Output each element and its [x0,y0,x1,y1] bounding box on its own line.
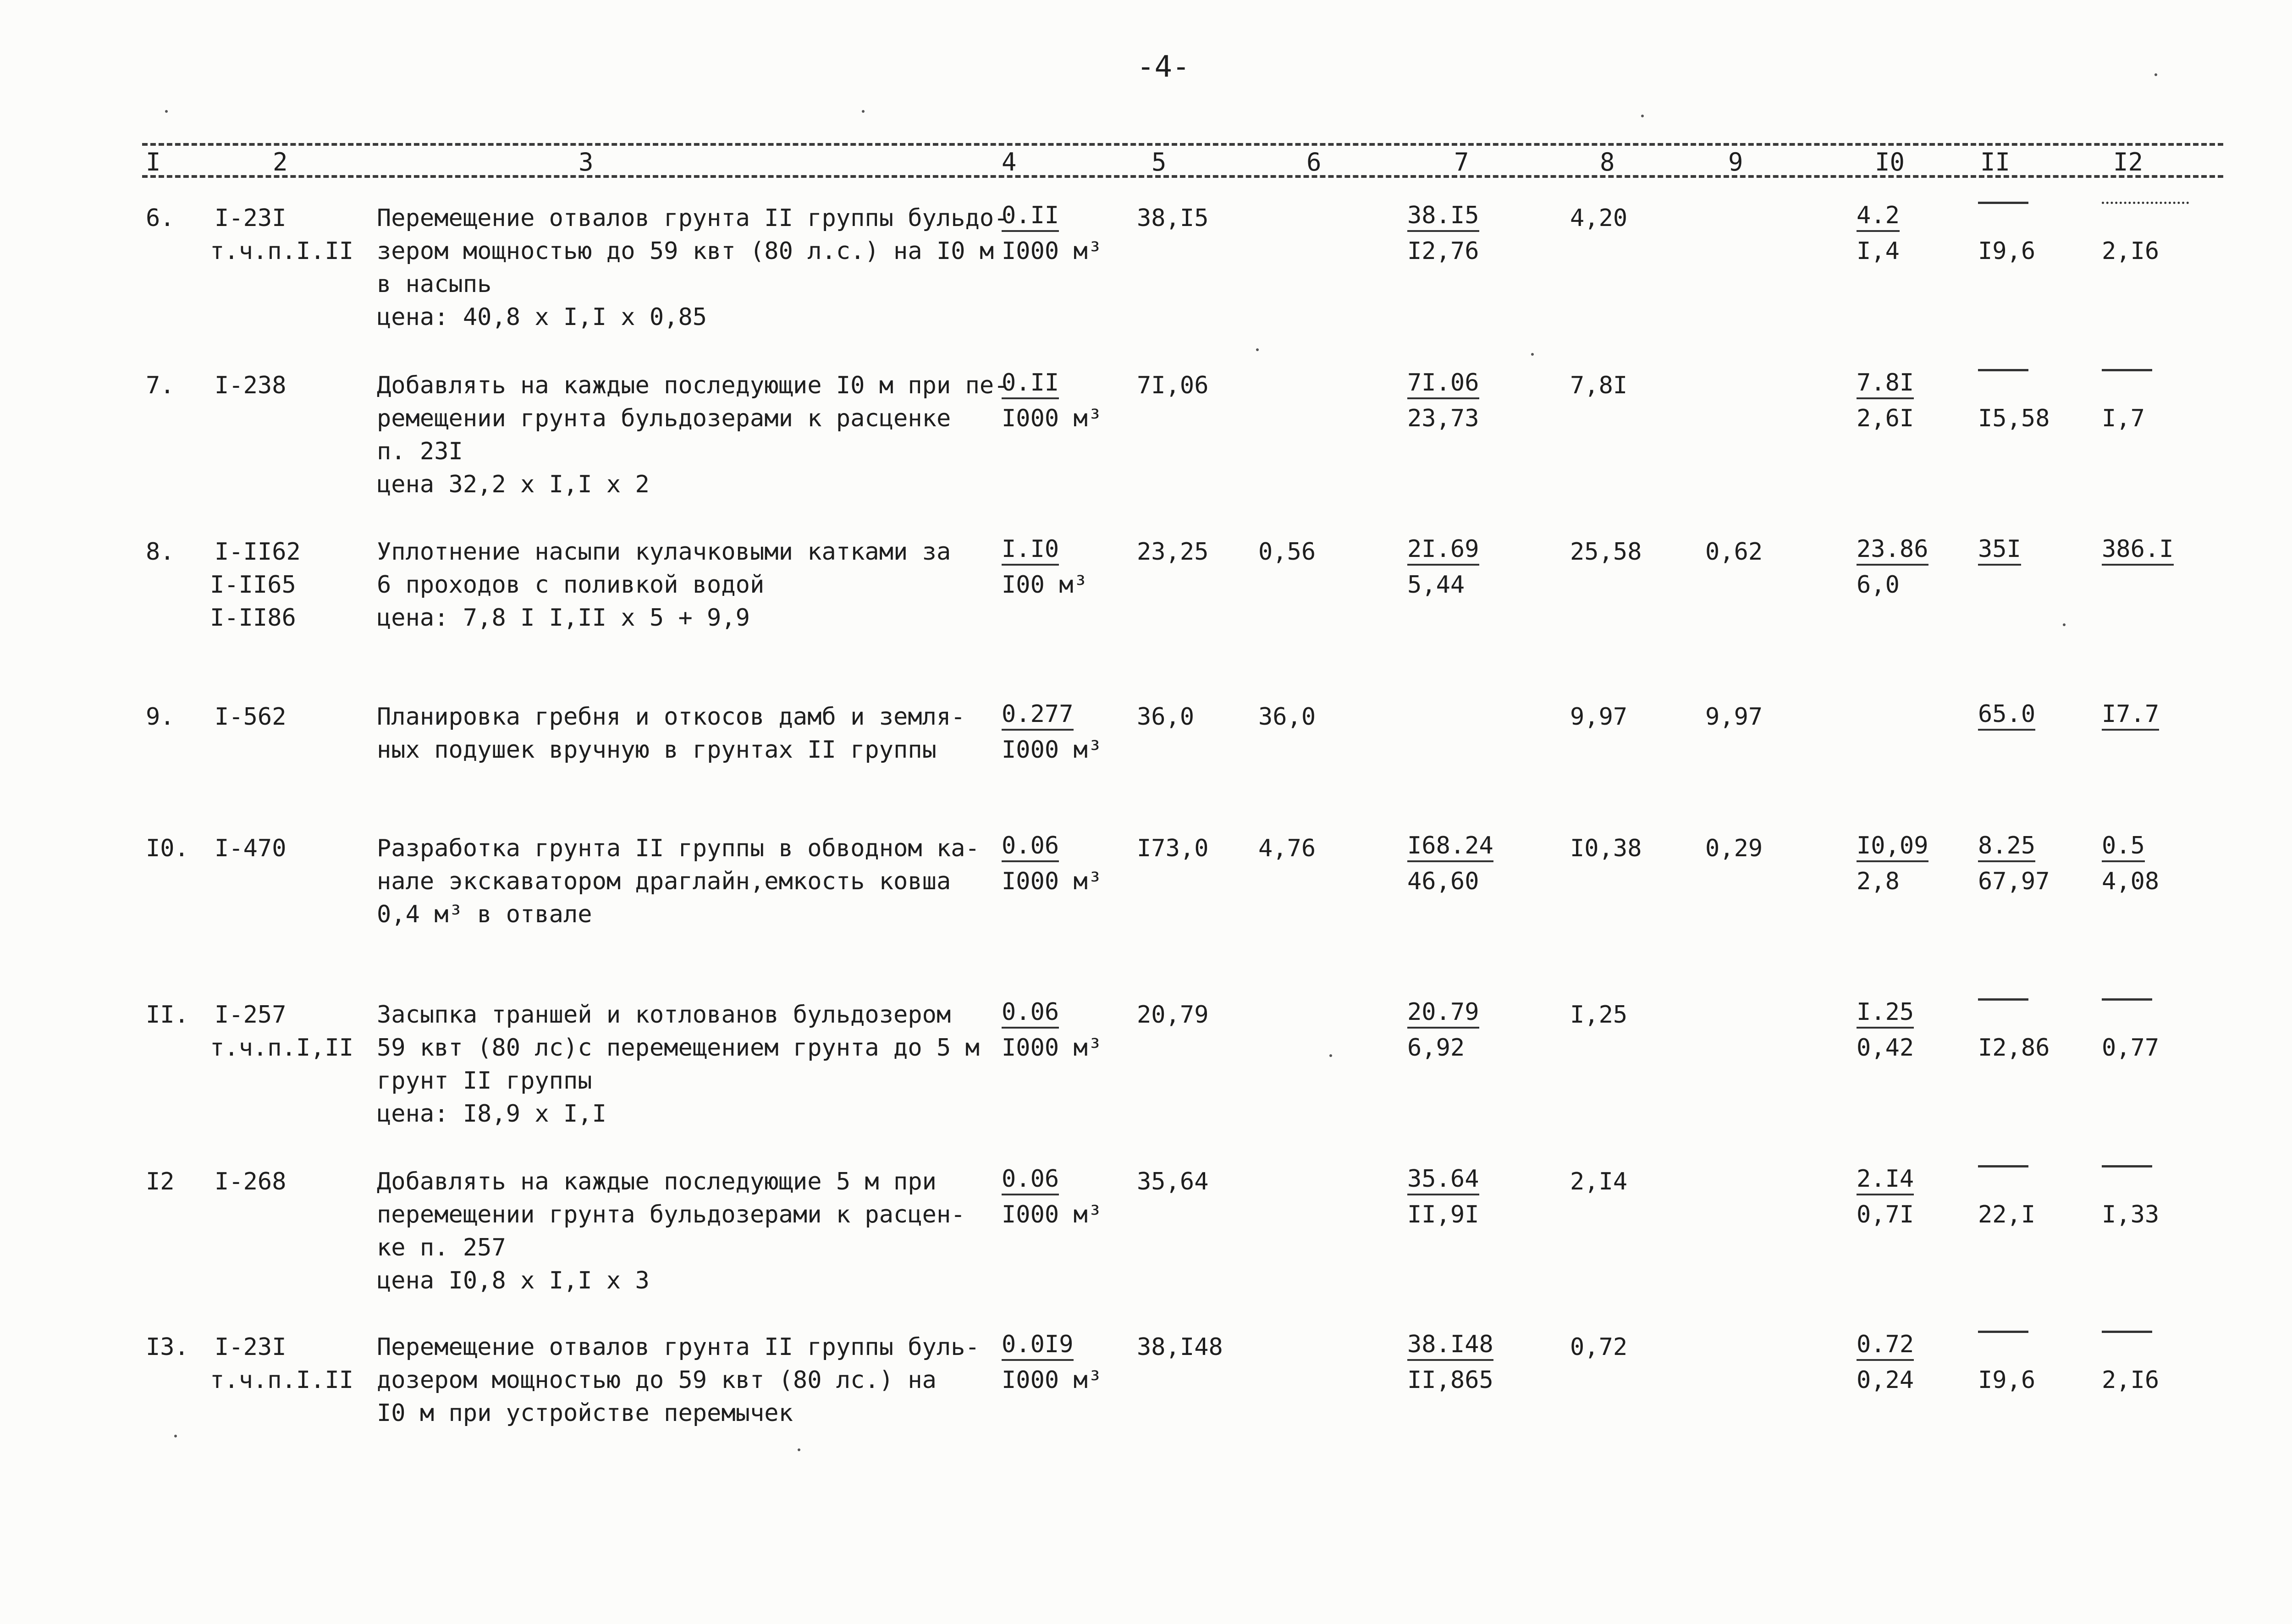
labour-total-blank [2102,1331,2152,1333]
header-rule-bottom [142,175,2223,178]
unit-cost-machines-wages: 6,92 [1407,1034,1465,1062]
unit: I000 м³ [1002,1366,1102,1394]
labour-machinists-per-unit: I5,58 [1978,405,2050,432]
labour-total: I7.7 [2102,700,2159,731]
labour-machinists-total: I,33 [2102,1201,2160,1228]
work-description: 59 квт (80 лс)с перемещением грунта до 5 м [377,1034,980,1062]
total-cost: 9,97 [1570,703,1628,731]
unit-cost-total: 36,0 [1137,703,1195,731]
total-wages: 0,62 [1705,538,1763,566]
norm-code: I-470 [215,835,286,862]
labour-per-unit: 8.25 [1978,832,2035,862]
work-description: ке п. 257 [377,1234,506,1261]
scan-speck [174,1435,177,1437]
unit: I000 м³ [1002,237,1102,265]
work-description: 6 проходов с поливкой водой [377,571,765,599]
labour-machinists-per-unit: I9,6 [1978,1366,2036,1394]
total-wages: 9,97 [1705,703,1763,731]
col-header-8: 8 [1600,148,1615,176]
total-wages: 0,29 [1705,835,1763,862]
labour-per-unit-blank [1978,1331,2028,1333]
unit: I000 м³ [1002,1201,1102,1228]
work-description: Уплотнение насыпи кулачковыми катками за [377,538,951,566]
total-cost: 0,72 [1570,1333,1628,1361]
unit-cost-wages: 0,56 [1258,538,1316,566]
labour-total-blank [2102,1165,2152,1167]
col-header-6: 6 [1306,148,1322,176]
quantity: I.I0 [1002,535,1059,566]
col-header-12: I2 [2113,148,2143,176]
unit-cost-machines: 38.I5 [1407,202,1479,232]
unit-cost-total: 35,64 [1137,1168,1209,1195]
unit-cost-wages: 4,76 [1258,835,1316,862]
work-description: Разработка грунта II группы в обводном ка- [377,835,980,862]
row-number: II. [146,1001,189,1029]
norm-code: I-257 [215,1001,286,1029]
col-header-5: 5 [1152,148,1167,176]
unit-cost-total: 20,79 [1137,1001,1209,1029]
total-machines: 4.2 [1857,202,1900,232]
scan-speck [798,1448,800,1451]
labour-machinists-total: 4,08 [2102,868,2160,895]
labour-per-unit-blank [1978,1165,2028,1167]
unit: I00 м³ [1002,571,1088,599]
work-description: Засыпка траншей и котлованов бульдозером [377,1001,951,1029]
work-description: зером мощностью до 59 квт (80 л.с.) на I0 м [377,237,994,265]
total-machines: 7.8I [1857,369,1914,399]
header-rule-top [142,143,2223,146]
labour-per-unit: 35I [1978,535,2021,566]
quantity: 0.277 [1002,700,1074,731]
total-cost: 4,20 [1570,204,1628,232]
work-description: нале экскаватором драглайн,емкость ковша [377,868,951,895]
total-machines-wages: 0,24 [1857,1366,1914,1394]
row-number: I0. [146,835,189,862]
norm-code: т.ч.п.I.II [210,1366,354,1394]
total-machines-wages: I,4 [1857,237,1900,265]
work-description: цена: 40,8 x I,I x 0,85 [377,303,707,331]
norm-code: I-562 [215,703,286,731]
labour-per-unit-blank [1978,202,2028,204]
total-machines-wages: 0,42 [1857,1034,1914,1062]
work-description: Перемещение отвалов грунта II группы буль- [377,1333,980,1361]
unit: I000 м³ [1002,1034,1102,1062]
total-cost: I0,38 [1570,835,1642,862]
total-machines: 23.86 [1857,535,1928,566]
col-header-2: 2 [273,148,288,176]
unit: I000 м³ [1002,405,1102,432]
labour-machinists-per-unit: 67,97 [1978,868,2050,895]
labour-machinists-per-unit: 22,I [1978,1201,2036,1228]
unit-cost-machines-wages: II,865 [1407,1366,1493,1394]
page-number: -4- [1137,50,1190,84]
labour-total: 386.I [2102,535,2174,566]
work-description: I0 м при устройстве перемычек [377,1399,793,1427]
scan-speck [1531,353,1534,356]
work-description: Добавлять на каждые последующие I0 м при пе- [377,372,1008,399]
labour-total: 0.5 [2102,832,2145,862]
labour-per-unit-blank [1978,998,2028,1001]
scan-speck [1329,1054,1332,1057]
unit-cost-wages: 36,0 [1258,703,1316,731]
norm-code: I-23I [215,204,286,232]
row-number: I2 [146,1168,175,1195]
unit-cost-machines: 35.64 [1407,1165,1479,1195]
labour-per-unit: 65.0 [1978,700,2035,731]
work-description: цена 32,2 x I,I x 2 [377,471,650,498]
unit-cost-machines: I68.24 [1407,832,1493,862]
work-description: грунт II группы [377,1067,592,1095]
total-machines-wages: 2,6I [1857,405,1914,432]
scan-speck [1641,115,1644,117]
quantity: 0.II [1002,369,1059,399]
work-description: цена: 7,8 I I,II x 5 + 9,9 [377,604,750,632]
col-header-3: 3 [579,148,594,176]
scan-speck [2063,623,2066,626]
unit-cost-machines: 20.79 [1407,998,1479,1029]
unit-cost-machines-wages: 5,44 [1407,571,1465,599]
work-description: Планировка гребня и откосов дамб и земля- [377,703,965,731]
labour-total-blank [2102,369,2152,371]
scan-speck [862,110,865,113]
unit: I000 м³ [1002,868,1102,895]
quantity: 0.0I9 [1002,1331,1074,1361]
total-cost: 2,I4 [1570,1168,1628,1195]
work-description: Перемещение отвалов грунта II группы бульдо- [377,204,1008,232]
norm-code: I-23I [215,1333,286,1361]
work-description: дозером мощностью до 59 квт (80 лс.) на [377,1366,937,1394]
scan-speck [1256,348,1259,351]
col-header-4: 4 [1002,148,1017,176]
labour-machinists-total: 2,I6 [2102,237,2160,265]
col-header-10: I0 [1875,148,1905,176]
labour-machinists-total: 0,77 [2102,1034,2160,1062]
norm-code: т.ч.п.I.II [210,237,354,265]
norm-code: т.ч.п.I,II [210,1034,354,1062]
total-machines-wages: 2,8 [1857,868,1900,895]
total-machines: 2.I4 [1857,1165,1914,1195]
unit-cost-total: 7I,06 [1137,372,1209,399]
norm-code: I-II65 [210,571,296,599]
total-machines: I0,09 [1857,832,1928,862]
work-description: перемещении грунта бульдозерами к расцен- [377,1201,965,1228]
unit-cost-machines-wages: I2,76 [1407,237,1479,265]
total-machines: I.25 [1857,998,1914,1029]
work-description: п. 23I [377,438,463,465]
work-description: 0,4 м³ в отвале [377,901,592,928]
col-header-7: 7 [1454,148,1469,176]
col-header-11: II [1980,148,2011,176]
unit-cost-total: I73,0 [1137,835,1209,862]
labour-total-blank [2102,202,2189,204]
norm-code: I-268 [215,1168,286,1195]
total-cost: 7,8I [1570,372,1628,399]
unit: I000 м³ [1002,736,1102,764]
work-description: в насыпь [377,270,492,298]
total-machines-wages: 6,0 [1857,571,1900,599]
labour-per-unit-blank [1978,369,2028,371]
total-machines-wages: 0,7I [1857,1201,1914,1228]
quantity: 0.II [1002,202,1059,232]
norm-code: I-II86 [210,604,296,632]
row-number: 7. [146,372,175,399]
work-description: ных подушек вручную в грунтах II группы [377,736,937,764]
row-number: I3. [146,1333,189,1361]
quantity: 0.06 [1002,832,1059,862]
norm-code: I-238 [215,372,286,399]
unit-cost-machines-wages: 46,60 [1407,868,1479,895]
quantity: 0.06 [1002,1165,1059,1195]
work-description: цена I0,8 x I,I x 3 [377,1267,650,1294]
col-header-9: 9 [1728,148,1743,176]
col-header-1: I [146,148,161,176]
work-description: Добавлять на каждые последующие 5 м при [377,1168,937,1195]
work-description: ремещении грунта бульдозерами к расценке [377,405,951,432]
unit-cost-machines: 7I.06 [1407,369,1479,399]
scan-speck [2154,73,2157,76]
labour-machinists-total: 2,I6 [2102,1366,2160,1394]
unit-cost-total: 38,I5 [1137,204,1209,232]
unit-cost-machines: 38.I48 [1407,1331,1493,1361]
scan-speck [165,110,168,113]
row-number: 9. [146,703,175,731]
unit-cost-total: 38,I48 [1137,1333,1223,1361]
unit-cost-total: 23,25 [1137,538,1209,566]
row-number: 8. [146,538,175,566]
quantity: 0.06 [1002,998,1059,1029]
row-number: 6. [146,204,175,232]
norm-code: I-II62 [215,538,301,566]
unit-cost-machines-wages: II,9I [1407,1201,1479,1228]
total-cost: I,25 [1570,1001,1628,1029]
labour-machinists-per-unit: I2,86 [1978,1034,2050,1062]
labour-total-blank [2102,998,2152,1001]
unit-cost-machines-wages: 23,73 [1407,405,1479,432]
work-description: цена: I8,9 x I,I [377,1100,606,1128]
total-cost: 25,58 [1570,538,1642,566]
labour-machinists-per-unit: I9,6 [1978,237,2036,265]
total-machines: 0.72 [1857,1331,1914,1361]
unit-cost-machines: 2I.69 [1407,535,1479,566]
labour-machinists-total: I,7 [2102,405,2145,432]
